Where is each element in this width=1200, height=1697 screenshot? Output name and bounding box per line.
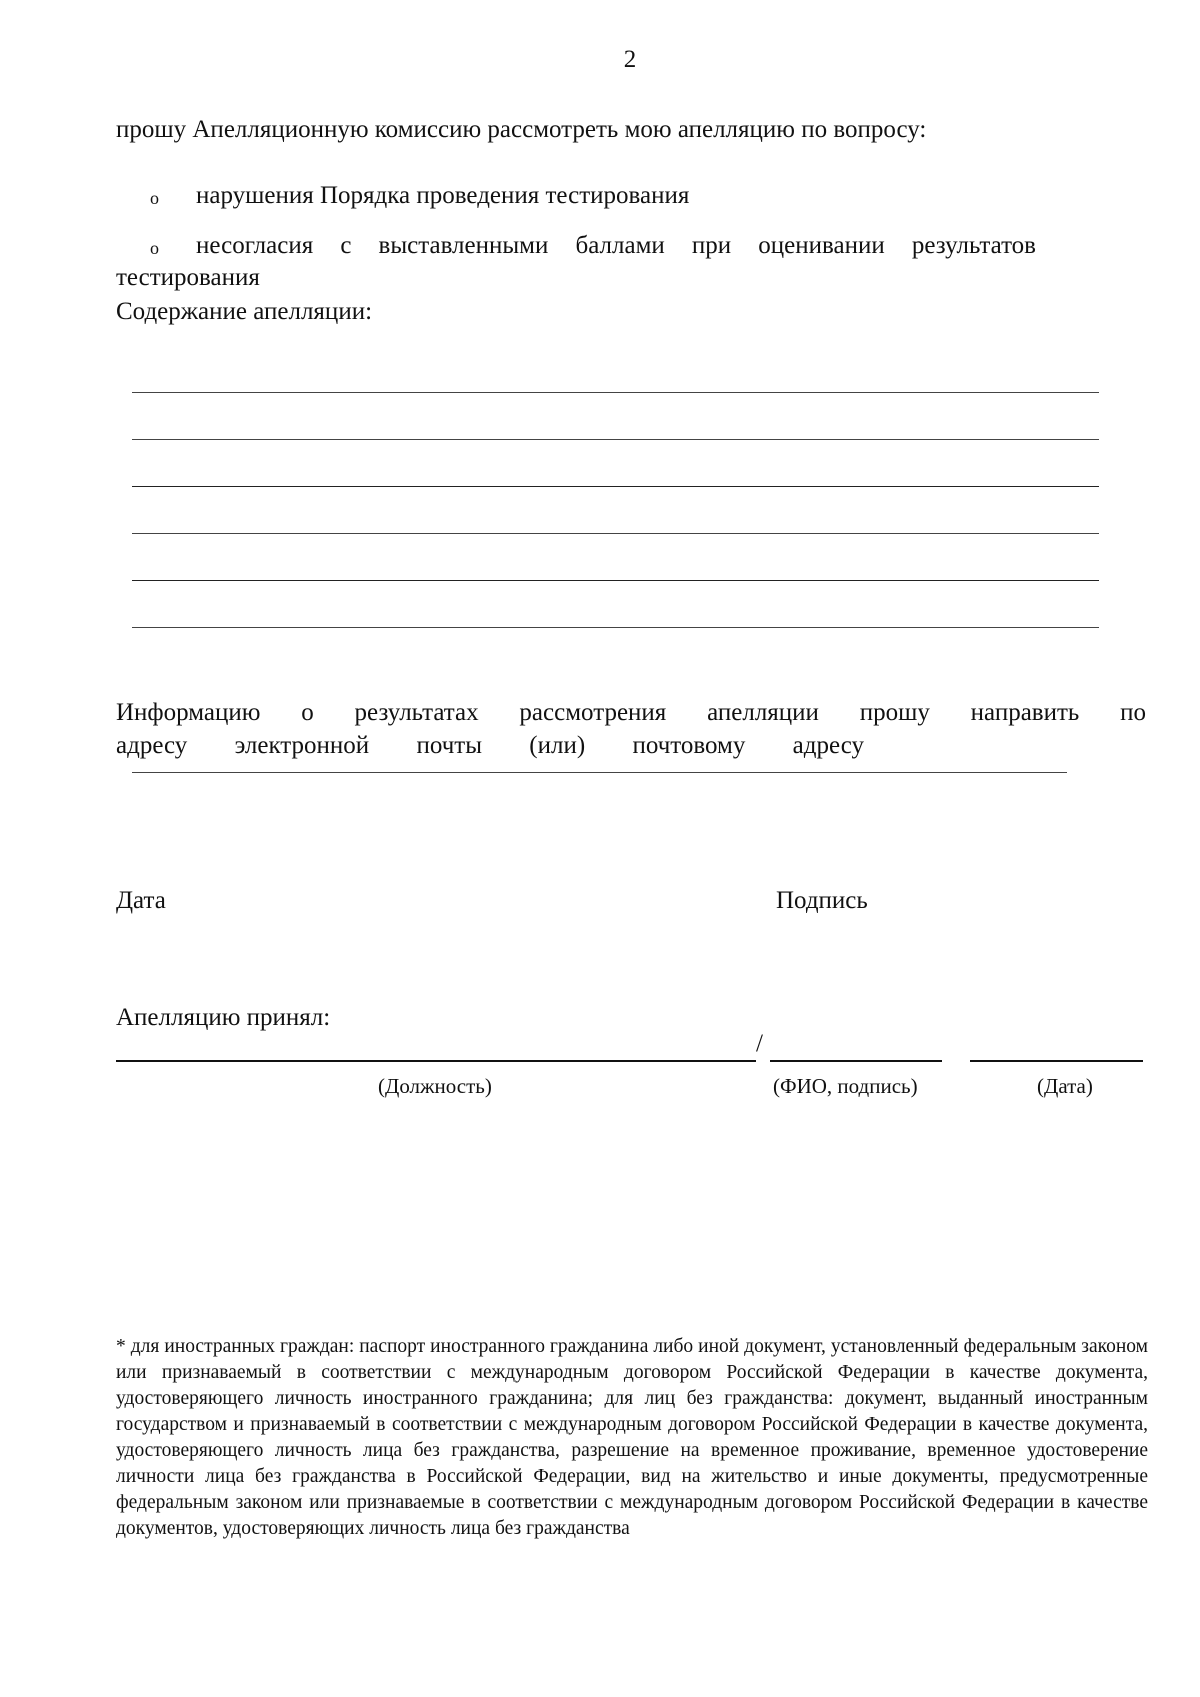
footnote: * для иностранных граждан: паспорт иностранного гражданина либо иной документ, установленный федеральным законом или признаваемый в соответствии с международным договором Российской Федерации в качестве документа, удостоверяющего личность иностранного гражданина; для лиц без гражданства: документ, выданный иностранным государством и признаваемый в соответствии с международным договором Российской Федерации в качестве документа, удостоверяющего личность лица без гражданства, разрешение на временное проживание, временное удостоверение личности лица без гражданства в Российской Федерации, вид на жительство и иные документы, предусмотренные федеральным законом или признаваемые в соответствии с международным договором Российской Федерации в качестве документов, удостоверяющих личность лица без гражданства xyxy=(116,1336,1148,1539)
appeal-content-line[interactable] xyxy=(132,533,1099,534)
option-label: нарушения Порядка проведения тестирования xyxy=(196,182,690,209)
address-line[interactable] xyxy=(132,772,1067,773)
content-label: Содержание апелляции: xyxy=(116,298,373,325)
fio-signature-line[interactable] xyxy=(770,1060,942,1062)
position-line[interactable] xyxy=(116,1060,756,1062)
option-procedure-violation[interactable] xyxy=(116,180,1036,212)
fio-signature-caption: (ФИО, подпись) xyxy=(773,1074,918,1098)
result-delivery-text: Информацию о результатах рассмотрения апелляции прошу направить по xyxy=(116,699,1146,726)
appeal-content-line[interactable] xyxy=(132,627,1099,628)
appeal-content-line[interactable] xyxy=(132,580,1099,581)
signature-label: Подпись xyxy=(776,887,868,914)
radio-circle-icon[interactable]: o xyxy=(150,238,159,258)
slash-separator: / xyxy=(756,1030,763,1057)
option-label: несогласия с выставленными баллами при оценивании результатов тестирования xyxy=(116,232,1036,291)
page-number: 2 xyxy=(623,46,637,73)
appeal-content-line[interactable] xyxy=(132,486,1099,487)
radio-circle-icon[interactable]: o xyxy=(150,188,159,208)
appeal-content-line[interactable] xyxy=(132,392,1099,393)
option-score-disagreement[interactable] xyxy=(116,230,1036,294)
appeal-content-line[interactable] xyxy=(132,439,1099,440)
position-caption: (Должность) xyxy=(378,1074,492,1098)
result-delivery-text-continued: адресу электронной почты (или) почтовому адресу xyxy=(116,732,864,759)
date-caption: (Дата) xyxy=(1037,1074,1093,1098)
accepted-by-label: Апелляцию принял: xyxy=(116,1004,331,1031)
acceptance-date-line[interactable] xyxy=(970,1060,1143,1062)
date-label: Дата xyxy=(116,887,166,914)
appeal-intro: прошу Апелляционную комиссию рассмотреть мою апелляцию по вопросу: xyxy=(116,116,927,143)
